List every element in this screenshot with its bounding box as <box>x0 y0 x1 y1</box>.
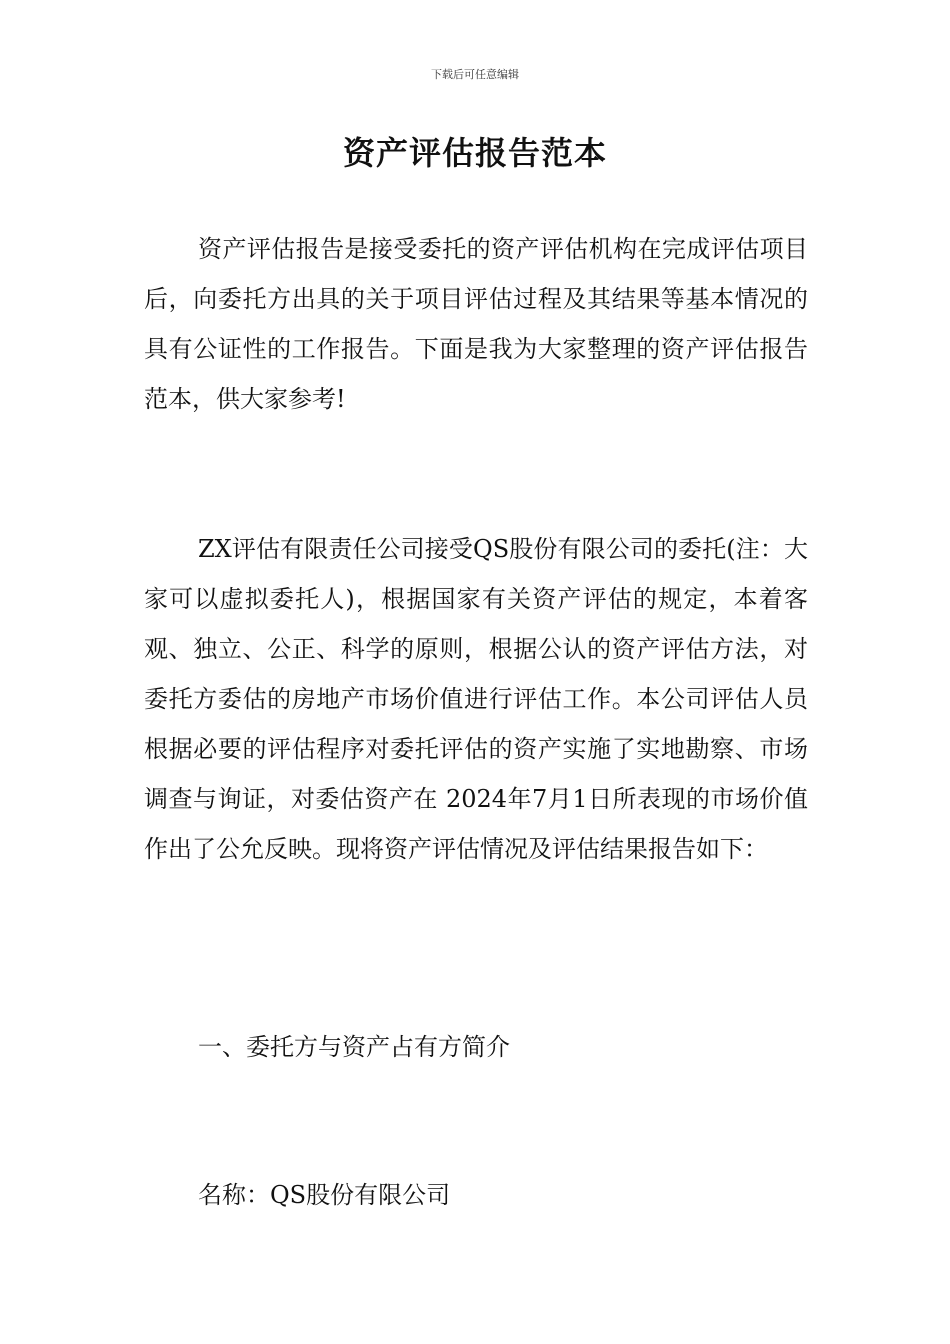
section-heading: 一、委托方与资产占有方简介 <box>198 1033 510 1061</box>
header-note: 下载后可任意编辑 <box>431 68 519 81</box>
client-name-line: 名称：QS股份有限公司 <box>198 1181 451 1209</box>
page-title: 资产评估报告范本 <box>342 134 607 172</box>
body-paragraph: ZX评估有限责任公司接受QS股份有限公司的委托(注：大家可以虚拟委托人)，根据国家有关资产评估的规定，本着客观、独立、公正、科学的原则，根据公认的资产评估方法，对委托方委估的房地产市场价值进行评估工作。本公司评估人员根据必要的评估程序对委托评估的资产实施了实地勘察、市场调查与询证，对委估资产在 2024年7月1日所表现的市场价值作出了公允反映。现将资产评估情况及评估结果报告如下： <box>144 535 808 863</box>
intro-paragraph: 资产评估报告是接受委托的资产评估机构在完成评估项目后，向委托方出具的关于项目评估过程及其结果等基本情况的具有公证性的工作报告。下面是我为大家整理的资产评估报告范本，供大家参考! <box>144 235 808 413</box>
